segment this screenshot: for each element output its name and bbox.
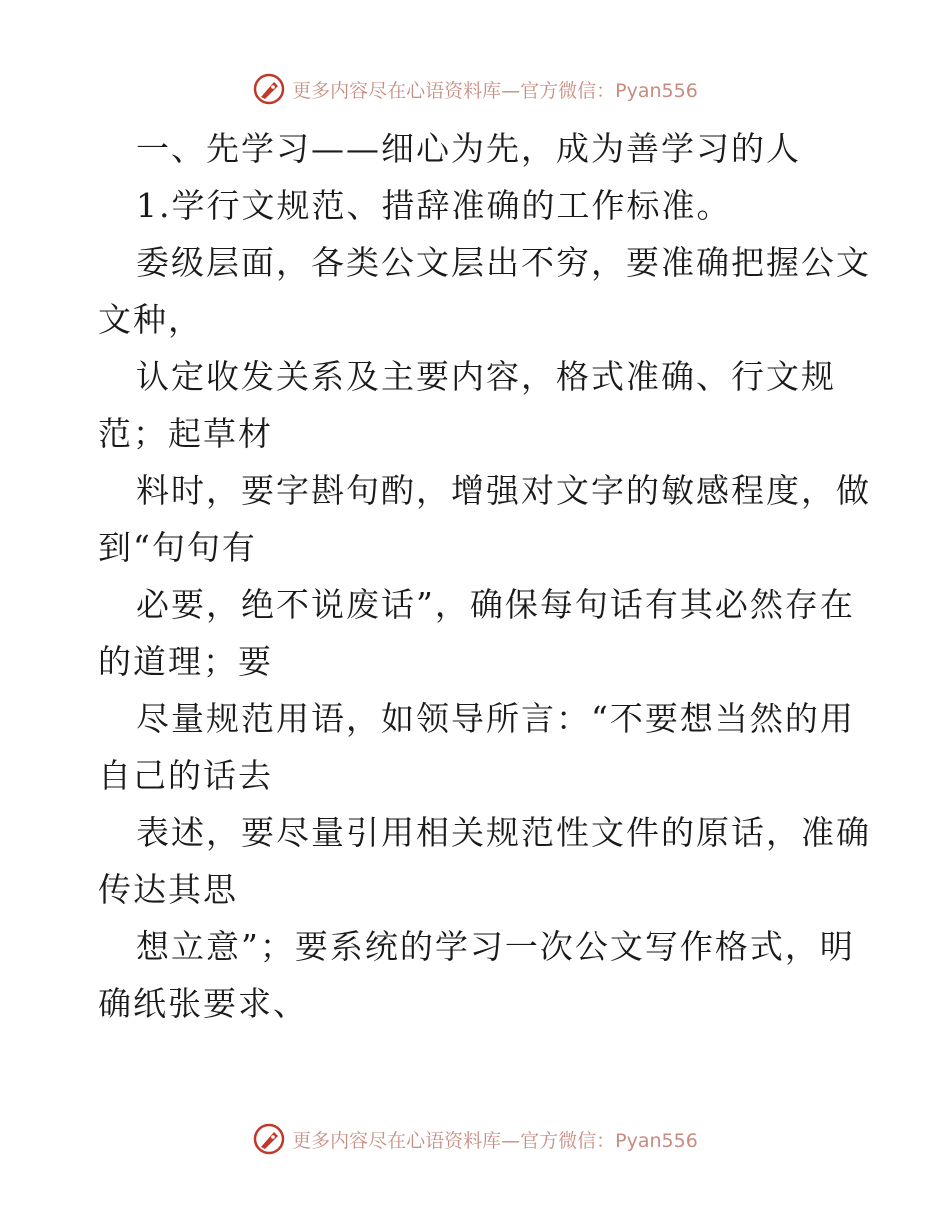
paragraph-line: 认定收发关系及主要内容，格式准确、行文规 [136,357,836,396]
paragraph-line: 文种， [98,300,203,339]
paragraph-line: 必要，绝不说废话”，确保每句话有其必然存在 [136,585,855,624]
paragraph-line: 表述，要尽量引用相关规范性文件的原话，准确 [136,813,871,852]
paragraph-line: 想立意”；要系统的学习一次公文写作格式，明 [136,927,855,966]
document-body [98,120,871,1032]
footer-watermark [0,1122,950,1156]
pen-nib-logo-icon [252,72,286,106]
paragraph-line: 委级层面，各类公文层出不穷，要准确把握公文 [136,243,871,282]
watermark-text: 更多内容尽在心语资料库—官方微信：Pyan556 [292,79,698,102]
paragraph-line: 自己的话去 [98,756,273,795]
paragraph-line: 的道理；要 [98,642,273,681]
watermark-text: 更多内容尽在心语资料库—官方微信：Pyan556 [292,1129,698,1152]
subsection-heading: 1.学行文规范、措辞准确的工作标准。 [136,186,732,225]
paragraph-line: 到“句句有 [98,528,257,567]
paragraph-line: 传达其思 [98,870,238,909]
paragraph-line: 尽量规范用语，如领导所言：“不要想当然的用 [136,699,855,738]
paragraph-line: 确纸张要求、 [98,984,308,1023]
paragraph-line: 料时，要字斟句酌，增强对文字的敏感程度，做 [136,471,871,510]
paragraph-line: 范；起草材 [98,414,273,453]
header-watermark [0,72,950,106]
section-heading: 一、先学习——细心为先，成为善学习的人 [136,129,801,168]
pen-nib-logo-icon [252,1122,286,1156]
